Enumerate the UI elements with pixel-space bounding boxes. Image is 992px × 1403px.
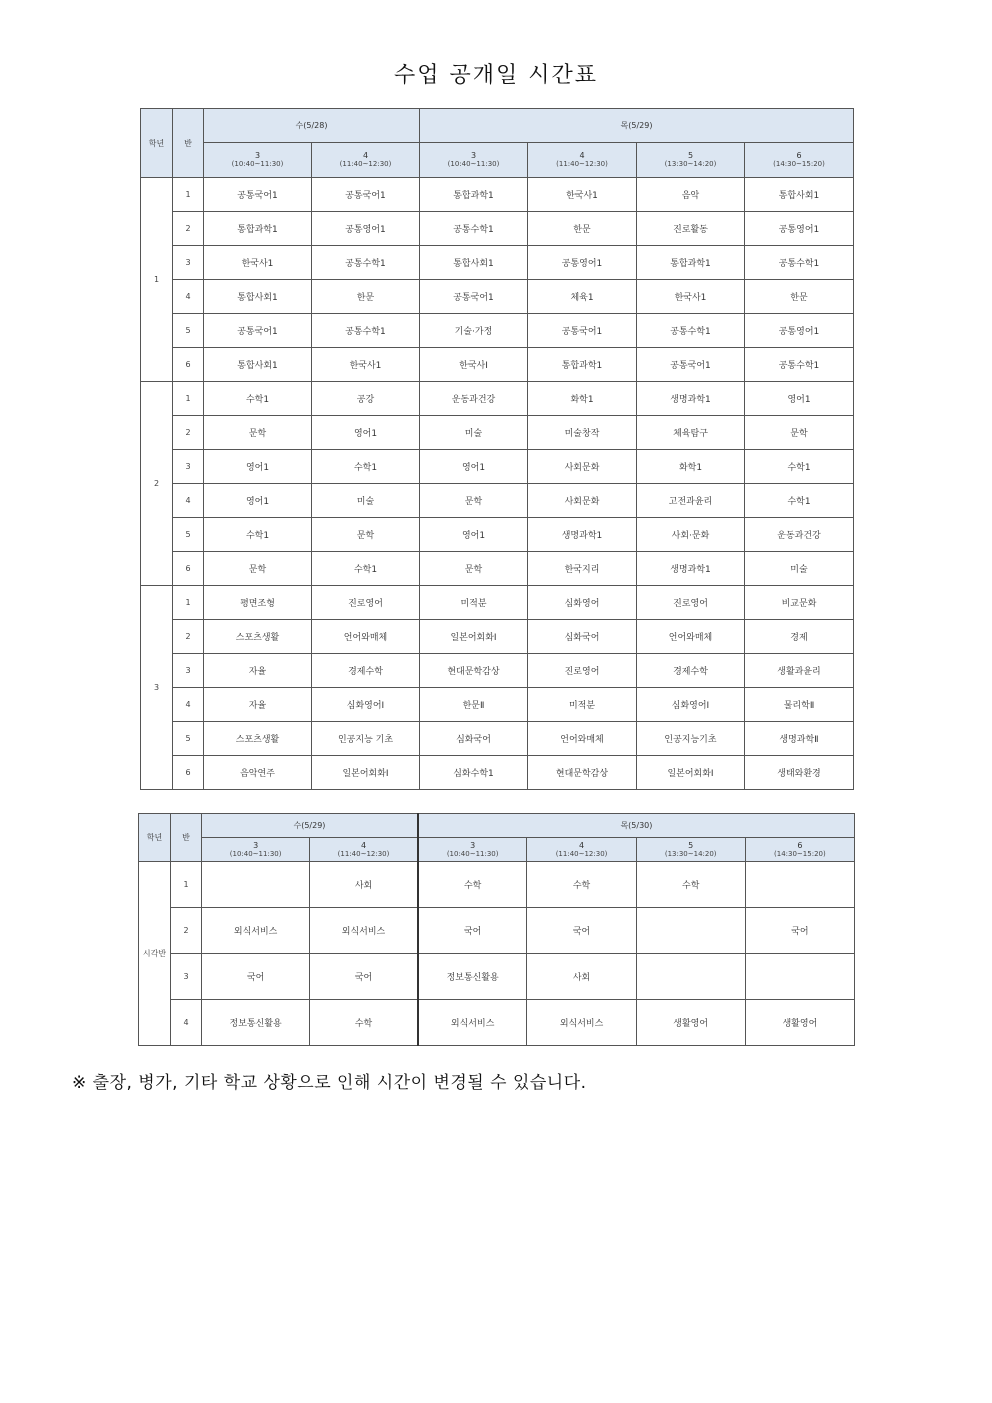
subject-cell: 체육1 [528,280,637,314]
subject-cell: 생활과윤리 [745,654,854,688]
subject-cell: 진로영어 [312,586,420,620]
subject-cell: 문학 [312,518,420,552]
period-header [310,838,418,862]
period-number: 4 [360,840,367,850]
class-cell: 3 [171,954,202,1000]
class-cell: 6 [173,756,204,790]
subject-cell: 통합사회1 [745,178,854,212]
period-number: 3 [253,840,259,850]
table-row [141,314,854,348]
class-cell: 6 [173,552,204,586]
subject-cell: 수학 [418,862,527,908]
subject-cell: 한국사1 [637,280,745,314]
period-time: (10:40~11:30) [231,160,284,168]
subject-cell: 일본어회화Ⅰ [420,620,528,654]
subject-cell: 공통국어1 [528,314,637,348]
subject-cell: 통합과학1 [204,212,312,246]
subject-cell: 자율 [204,654,312,688]
subject-cell: 심화영어Ⅰ [637,688,745,722]
table-row [141,382,854,416]
table-row [141,654,854,688]
subject-cell: 외식서비스 [202,908,310,954]
subject-cell: 생명과학1 [637,382,745,416]
period-header [202,838,310,862]
period-number: 5 [688,840,694,850]
subject-cell: 공통영어1 [745,314,854,348]
subject-cell: 음악연주 [204,756,312,790]
class-cell: 1 [173,586,204,620]
period-number: 6 [796,151,802,160]
subject-cell: 공통수학1 [637,314,745,348]
class-cell: 3 [173,450,204,484]
class-cell: 2 [173,212,204,246]
table-row [139,954,855,1000]
subject-cell: 공통수학1 [312,314,420,348]
period-time: (13:30~14:20) [664,849,717,858]
subject-cell: 미술창작 [528,416,637,450]
grade-cell: 3 [141,586,173,790]
subject-cell: 언어와매체 [312,620,420,654]
subject-cell [745,862,854,908]
subject-cell: 운동과건강 [420,382,528,416]
subject-cell: 사회 [527,954,636,1000]
class-cell: 3 [173,654,204,688]
subject-cell: 화학1 [528,382,637,416]
subject-cell: 국어 [310,954,418,1000]
subject-cell: 영어1 [204,484,312,518]
period-time: (11:40~12:30) [339,160,392,168]
subject-cell: 공통영어1 [312,212,420,246]
class-cell: 4 [173,688,204,722]
subject-cell: 국어 [527,908,636,954]
subject-cell: 사회문화 [528,450,637,484]
subject-cell: 미술 [312,484,420,518]
subject-cell: 한국사1 [204,246,312,280]
subject-cell: 통합과학1 [420,178,528,212]
table-row [141,348,854,382]
subject-cell: 문학 [745,416,854,450]
subject-cell: 수학1 [745,450,854,484]
subject-cell: 비교문화 [745,586,854,620]
table-row [139,862,855,908]
period-header [745,838,854,862]
table-row [139,1000,855,1046]
table-row [141,178,854,212]
subject-cell: 현대문학감상 [528,756,637,790]
subject-cell: 진로활동 [637,212,745,246]
notice-text: ※ 출장, 병가, 기타 학교 상황으로 인해 시간이 변경될 수 있습니다. [72,1073,587,1093]
subject-cell: 생활영어 [636,1000,745,1046]
table-row [141,246,854,280]
subject-cell: 심화영어 [528,586,637,620]
grade-cell: 2 [141,382,173,586]
day-header-wed: 수(5/28) [204,109,420,143]
subject-cell: 공통국어1 [637,348,745,382]
period-header [637,143,745,178]
class-cell: 1 [173,178,204,212]
subject-cell: 영어1 [420,518,528,552]
class-cell: 2 [173,620,204,654]
subject-cell: 심화영어Ⅰ [312,688,420,722]
subject-cell: 생명과학1 [637,552,745,586]
table-row [141,688,854,722]
subject-cell: 공통영어1 [528,246,637,280]
table-row [141,416,854,450]
subject-cell: 인공지능 기초 [312,722,420,756]
subject-cell: 통합사회1 [204,280,312,314]
subject-cell: 수학 [636,862,745,908]
subject-cell: 스포츠생활 [204,722,312,756]
table-row [141,586,854,620]
subject-cell: 언어와매체 [637,620,745,654]
period-time: (10:40~11:30) [229,849,282,858]
period-time: (10:40~11:30) [446,849,499,858]
subject-cell: 수학 [310,1000,418,1046]
subject-cell: 경제수학 [637,654,745,688]
period-time: (11:40~12:30) [337,849,390,858]
table-row [141,212,854,246]
subject-cell: 체육탐구 [637,416,745,450]
period-number: 4 [579,840,585,850]
period-number: 3 [470,151,477,160]
period-header [528,143,637,178]
subject-cell: 국어 [202,954,310,1000]
table-row [141,450,854,484]
subject-cell: 생활영어 [745,1000,854,1046]
subject-cell: 공강 [312,382,420,416]
period-time: (14:30~15:20) [774,849,826,858]
subject-cell: 문학 [204,416,312,450]
class-cell: 2 [173,416,204,450]
subject-cell: 미적분 [528,688,637,722]
period-header [636,838,745,862]
period-time: (14:30~15:20) [773,160,825,168]
subject-cell: 수학 [527,862,636,908]
subject-cell [636,908,745,954]
subject-cell: 정보통신활용 [202,1000,310,1046]
subject-cell: 영어1 [420,450,528,484]
subject-cell: 진로영어 [528,654,637,688]
period-time: (10:40~11:30) [447,160,500,168]
day-header-wed: 수(5/29) [202,814,418,838]
subject-cell: 기술·가정 [420,314,528,348]
subject-cell: 생명과학1 [528,518,637,552]
subject-cell: 문학 [420,552,528,586]
subject-cell: 공통국어1 [204,314,312,348]
subject-cell: 심화수학1 [420,756,528,790]
class-cell: 3 [173,246,204,280]
period-header [418,838,527,862]
class-header: 반 [173,109,204,178]
class-cell: 5 [173,518,204,552]
period-header [204,143,312,178]
subject-cell: 공통수학1 [312,246,420,280]
period-number: 4 [362,151,369,160]
class-header: 반 [171,814,202,862]
subject-cell: 사회·문화 [637,518,745,552]
table-row [141,756,854,790]
subject-cell: 일본어회화Ⅰ [312,756,420,790]
class-cell: 2 [171,908,202,954]
period-header [745,143,854,178]
subject-cell: 외식서비스 [418,1000,527,1046]
table-row [139,908,855,954]
timetable-special [138,813,855,1046]
class-cell: 1 [171,862,202,908]
subject-cell: 미적분 [420,586,528,620]
subject-cell: 평면조형 [204,586,312,620]
subject-cell: 운동과건강 [745,518,854,552]
period-number: 4 [579,151,585,160]
subject-cell: 미술 [420,416,528,450]
subject-cell: 미술 [745,552,854,586]
grade-header: 학년 [139,814,171,862]
subject-cell: 진로영어 [637,586,745,620]
subject-cell: 심화국어 [420,722,528,756]
subject-cell: 한국지리 [528,552,637,586]
subject-cell: 공통영어1 [745,212,854,246]
subject-cell: 통합사회1 [204,348,312,382]
subject-cell: 외식서비스 [527,1000,636,1046]
subject-cell: 한국사Ⅰ [420,348,528,382]
class-cell: 5 [173,722,204,756]
subject-cell: 공통수학1 [745,246,854,280]
table-row [141,280,854,314]
subject-cell: 현대문학감상 [420,654,528,688]
table-row [141,518,854,552]
subject-cell: 언어와매체 [528,722,637,756]
day-header-thu: 목(5/30) [418,814,855,838]
subject-cell [202,862,310,908]
grade-header: 학년 [141,109,173,178]
subject-cell: 외식서비스 [310,908,418,954]
period-header [527,838,636,862]
period-header-row [139,838,855,862]
subject-cell: 한문 [745,280,854,314]
subject-cell: 통합과학1 [528,348,637,382]
class-cell: 6 [173,348,204,382]
subject-cell: 인공지능기초 [637,722,745,756]
period-number: 3 [470,840,476,850]
period-header-row [141,143,854,178]
subject-cell: 공통국어1 [420,280,528,314]
day-header-thu: 목(5/29) [420,109,854,143]
subject-cell: 스포츠생활 [204,620,312,654]
subject-cell: 수학1 [204,382,312,416]
period-time: (11:40~12:30) [556,160,608,168]
period-number: 3 [254,151,261,160]
group-cell: 시각반 [139,862,171,1046]
table-row [141,484,854,518]
period-time: (13:30~14:20) [664,160,717,168]
grade-cell: 1 [141,178,173,382]
subject-cell: 영어1 [312,416,420,450]
subject-cell: 정보통신활용 [418,954,527,1000]
class-cell: 4 [171,1000,202,1046]
table-row [141,552,854,586]
class-cell: 4 [173,280,204,314]
subject-cell: 국어 [418,908,527,954]
class-cell: 1 [173,382,204,416]
subject-cell: 화학1 [637,450,745,484]
subject-cell: 공통국어1 [312,178,420,212]
subject-cell: 통합과학1 [637,246,745,280]
subject-cell: 사회문화 [528,484,637,518]
table-row [141,620,854,654]
subject-cell: 통합사회1 [420,246,528,280]
subject-cell: 공통국어1 [204,178,312,212]
subject-cell: 문학 [420,484,528,518]
subject-cell: 한국사1 [528,178,637,212]
subject-cell: 사회 [310,862,418,908]
subject-cell: 국어 [745,908,854,954]
subject-cell: 생태와환경 [745,756,854,790]
subject-cell: 영어1 [745,382,854,416]
subject-cell: 수학1 [204,518,312,552]
subject-cell: 수학1 [312,552,420,586]
period-header [312,143,420,178]
subject-cell: 수학1 [745,484,854,518]
subject-cell: 경제수학 [312,654,420,688]
period-number: 6 [797,840,803,850]
timetable-main [140,108,854,790]
class-cell: 4 [173,484,204,518]
subject-cell [745,954,854,1000]
subject-cell: 한문 [528,212,637,246]
subject-cell: 수학1 [312,450,420,484]
page-title: 수업 공개일 시간표 [393,63,598,88]
table-row [141,722,854,756]
subject-cell: 자율 [204,688,312,722]
class-cell: 5 [173,314,204,348]
subject-cell: 공통수학1 [420,212,528,246]
subject-cell [636,954,745,1000]
period-number: 5 [687,151,694,160]
subject-cell: 공통수학1 [745,348,854,382]
subject-cell: 일본어회화Ⅰ [637,756,745,790]
subject-cell: 문학 [204,552,312,586]
subject-cell: 물리학Ⅱ [745,688,854,722]
period-header [420,143,528,178]
subject-cell: 한문Ⅱ [420,688,528,722]
subject-cell: 심화국어 [528,620,637,654]
subject-cell: 음악 [637,178,745,212]
subject-cell: 한국사1 [312,348,420,382]
subject-cell: 생명과학Ⅱ [745,722,854,756]
period-time: (11:40~12:30) [555,849,608,858]
subject-cell: 영어1 [204,450,312,484]
subject-cell: 고전과윤리 [637,484,745,518]
subject-cell: 한문 [312,280,420,314]
subject-cell: 경제 [745,620,854,654]
